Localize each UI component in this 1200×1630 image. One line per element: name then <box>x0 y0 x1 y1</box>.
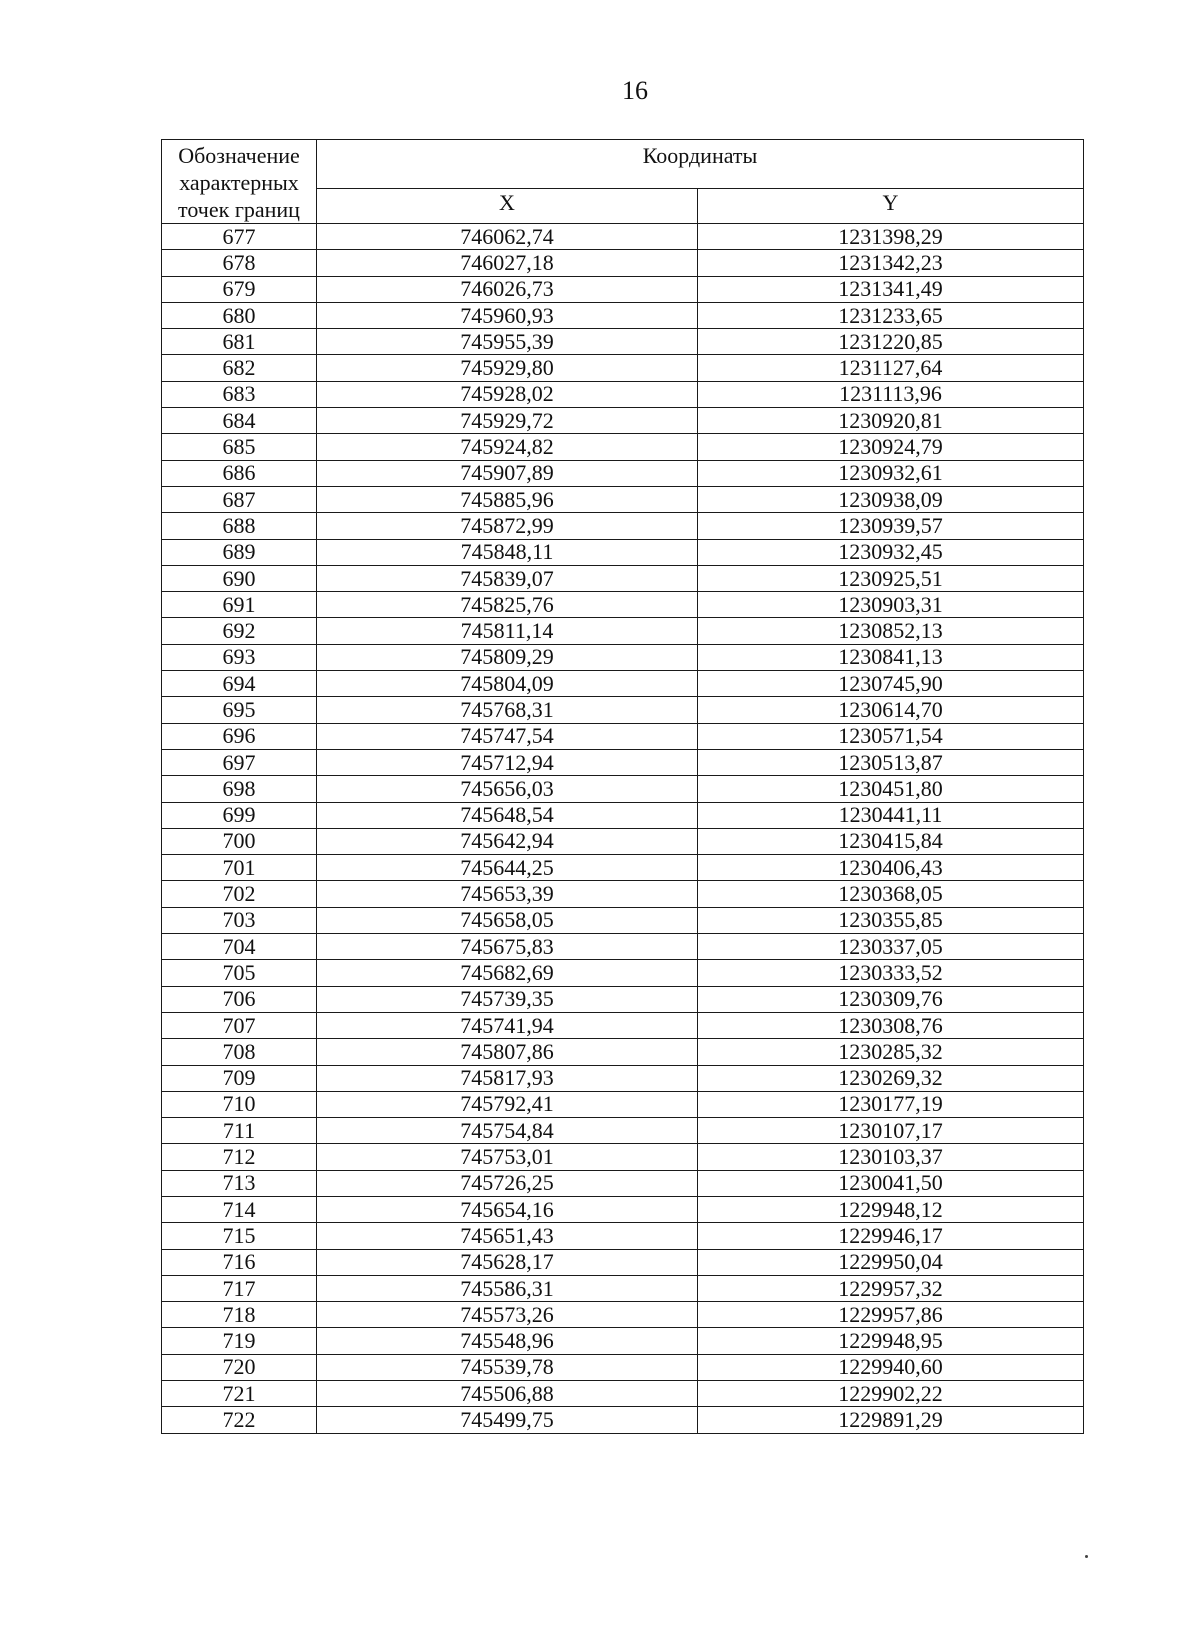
x-coordinate-cell: 745653,39 <box>317 881 698 907</box>
x-coordinate-cell: 745929,72 <box>317 408 698 434</box>
x-coordinate-cell: 745642,94 <box>317 828 698 854</box>
x-coordinate-cell: 745754,84 <box>317 1118 698 1144</box>
point-cell: 713 <box>162 1170 317 1196</box>
table-row <box>162 1302 1084 1328</box>
point-cell: 704 <box>162 934 317 960</box>
point-cell: 710 <box>162 1091 317 1117</box>
y-coordinate-cell: 1230932,61 <box>698 460 1084 486</box>
y-coordinate-cell: 1230333,52 <box>698 960 1084 986</box>
y-coordinate-cell: 1231233,65 <box>698 302 1084 328</box>
y-coordinate-cell: 1230920,81 <box>698 408 1084 434</box>
x-header: X <box>317 188 698 223</box>
point-cell: 677 <box>162 224 317 250</box>
x-coordinate-cell: 745753,01 <box>317 1144 698 1170</box>
x-coordinate-cell: 745807,86 <box>317 1039 698 1065</box>
point-cell: 711 <box>162 1118 317 1144</box>
y-coordinate-cell: 1230041,50 <box>698 1170 1084 1196</box>
y-coordinate-cell: 1229957,32 <box>698 1275 1084 1301</box>
table-row <box>162 460 1084 486</box>
y-coordinate-cell: 1230614,70 <box>698 697 1084 723</box>
x-coordinate-cell: 746027,18 <box>317 250 698 276</box>
table-row <box>162 1196 1084 1222</box>
table-row <box>162 1407 1084 1433</box>
x-coordinate-cell: 745644,25 <box>317 855 698 881</box>
x-coordinate-cell: 745573,26 <box>317 1302 698 1328</box>
point-cell: 685 <box>162 434 317 460</box>
table-row <box>162 1354 1084 1380</box>
point-cell: 689 <box>162 539 317 565</box>
x-coordinate-cell: 745712,94 <box>317 749 698 775</box>
table-row <box>162 381 1084 407</box>
x-coordinate-cell: 745929,80 <box>317 355 698 381</box>
point-cell: 682 <box>162 355 317 381</box>
y-header: Y <box>698 188 1084 223</box>
table-row <box>162 250 1084 276</box>
point-cell: 684 <box>162 408 317 434</box>
point-cell: 707 <box>162 1012 317 1038</box>
x-coordinate-cell: 745548,96 <box>317 1328 698 1354</box>
x-coordinate-cell: 745960,93 <box>317 302 698 328</box>
y-coordinate-cell: 1230745,90 <box>698 671 1084 697</box>
table-row <box>162 224 1084 250</box>
y-coordinate-cell: 1230308,76 <box>698 1012 1084 1038</box>
y-coordinate-cell: 1231113,96 <box>698 381 1084 407</box>
x-coordinate-cell: 745768,31 <box>317 697 698 723</box>
table-row <box>162 881 1084 907</box>
table-row <box>162 749 1084 775</box>
point-cell: 681 <box>162 329 317 355</box>
point-cell: 709 <box>162 1065 317 1091</box>
x-coordinate-cell: 745682,69 <box>317 960 698 986</box>
point-cell: 703 <box>162 907 317 933</box>
table-row <box>162 960 1084 986</box>
table-row <box>162 618 1084 644</box>
y-coordinate-cell: 1230924,79 <box>698 434 1084 460</box>
y-coordinate-cell: 1230269,32 <box>698 1065 1084 1091</box>
y-coordinate-cell: 1230939,57 <box>698 513 1084 539</box>
table-row <box>162 1223 1084 1249</box>
point-cell: 693 <box>162 644 317 670</box>
x-coordinate-cell: 746026,73 <box>317 276 698 302</box>
table-row <box>162 355 1084 381</box>
point-designation-header: Обозначение характерных точек границ <box>162 140 317 224</box>
x-coordinate-cell: 745741,94 <box>317 1012 698 1038</box>
y-coordinate-cell: 1230355,85 <box>698 907 1084 933</box>
y-coordinate-cell: 1230103,37 <box>698 1144 1084 1170</box>
table-row <box>162 1249 1084 1275</box>
x-coordinate-cell: 745739,35 <box>317 986 698 1012</box>
table-row <box>162 329 1084 355</box>
y-coordinate-cell: 1230177,19 <box>698 1091 1084 1117</box>
x-coordinate-cell: 745648,54 <box>317 802 698 828</box>
table-row <box>162 1039 1084 1065</box>
y-coordinate-cell: 1230852,13 <box>698 618 1084 644</box>
point-cell: 702 <box>162 881 317 907</box>
point-cell: 714 <box>162 1196 317 1222</box>
table-body <box>162 224 1084 1434</box>
x-coordinate-cell: 745654,16 <box>317 1196 698 1222</box>
coordinates-table <box>161 139 1084 1434</box>
x-coordinate-cell: 745811,14 <box>317 618 698 644</box>
y-coordinate-cell: 1229891,29 <box>698 1407 1084 1433</box>
table-row <box>162 513 1084 539</box>
x-coordinate-cell: 745726,25 <box>317 1170 698 1196</box>
y-coordinate-cell: 1230925,51 <box>698 565 1084 591</box>
point-cell: 683 <box>162 381 317 407</box>
table-header <box>162 140 1084 224</box>
point-cell: 680 <box>162 302 317 328</box>
x-coordinate-cell: 745817,93 <box>317 1065 698 1091</box>
table-row <box>162 302 1084 328</box>
y-coordinate-cell: 1230841,13 <box>698 644 1084 670</box>
point-cell: 717 <box>162 1275 317 1301</box>
point-cell: 692 <box>162 618 317 644</box>
y-coordinate-cell: 1229950,04 <box>698 1249 1084 1275</box>
y-coordinate-cell: 1229948,12 <box>698 1196 1084 1222</box>
y-coordinate-cell: 1230513,87 <box>698 749 1084 775</box>
y-coordinate-cell: 1231341,49 <box>698 276 1084 302</box>
y-coordinate-cell: 1230406,43 <box>698 855 1084 881</box>
x-coordinate-cell: 745907,89 <box>317 460 698 486</box>
table-row <box>162 723 1084 749</box>
table-row <box>162 1118 1084 1144</box>
point-cell: 719 <box>162 1328 317 1354</box>
table-row <box>162 986 1084 1012</box>
y-coordinate-cell: 1230368,05 <box>698 881 1084 907</box>
table-row <box>162 592 1084 618</box>
x-coordinate-cell: 745651,43 <box>317 1223 698 1249</box>
x-coordinate-cell: 745506,88 <box>317 1381 698 1407</box>
y-coordinate-cell: 1230415,84 <box>698 828 1084 854</box>
table-row <box>162 408 1084 434</box>
y-coordinate-cell: 1229940,60 <box>698 1354 1084 1380</box>
table-row <box>162 697 1084 723</box>
x-coordinate-cell: 745924,82 <box>317 434 698 460</box>
table-row <box>162 907 1084 933</box>
y-coordinate-cell: 1230932,45 <box>698 539 1084 565</box>
table-row <box>162 1144 1084 1170</box>
table-row <box>162 776 1084 802</box>
point-cell: 698 <box>162 776 317 802</box>
y-coordinate-cell: 1230337,05 <box>698 934 1084 960</box>
point-cell: 691 <box>162 592 317 618</box>
point-cell: 688 <box>162 513 317 539</box>
point-cell: 708 <box>162 1039 317 1065</box>
table-row <box>162 1012 1084 1038</box>
x-coordinate-cell: 745809,29 <box>317 644 698 670</box>
x-coordinate-cell: 745825,76 <box>317 592 698 618</box>
table-row <box>162 539 1084 565</box>
point-cell: 720 <box>162 1354 317 1380</box>
y-coordinate-cell: 1230285,32 <box>698 1039 1084 1065</box>
point-cell: 686 <box>162 460 317 486</box>
point-cell: 687 <box>162 486 317 512</box>
y-coordinate-cell: 1230903,31 <box>698 592 1084 618</box>
x-coordinate-cell: 746062,74 <box>317 224 698 250</box>
point-cell: 722 <box>162 1407 317 1433</box>
table-row <box>162 1275 1084 1301</box>
y-coordinate-cell: 1231398,29 <box>698 224 1084 250</box>
table-row <box>162 1091 1084 1117</box>
y-coordinate-cell: 1230309,76 <box>698 986 1084 1012</box>
x-coordinate-cell: 745628,17 <box>317 1249 698 1275</box>
table-row <box>162 644 1084 670</box>
table-row <box>162 276 1084 302</box>
table-row <box>162 1170 1084 1196</box>
table-row <box>162 434 1084 460</box>
table-row <box>162 802 1084 828</box>
point-cell: 695 <box>162 697 317 723</box>
table-row <box>162 855 1084 881</box>
x-coordinate-cell: 745539,78 <box>317 1354 698 1380</box>
x-coordinate-cell: 745586,31 <box>317 1275 698 1301</box>
table-row <box>162 565 1084 591</box>
table-row <box>162 1065 1084 1091</box>
y-coordinate-cell: 1230451,80 <box>698 776 1084 802</box>
point-cell: 696 <box>162 723 317 749</box>
table-row <box>162 1328 1084 1354</box>
x-coordinate-cell: 745839,07 <box>317 565 698 591</box>
point-cell: 701 <box>162 855 317 881</box>
y-coordinate-cell: 1229957,86 <box>698 1302 1084 1328</box>
x-coordinate-cell: 745804,09 <box>317 671 698 697</box>
y-coordinate-cell: 1231342,23 <box>698 250 1084 276</box>
y-coordinate-cell: 1230938,09 <box>698 486 1084 512</box>
x-coordinate-cell: 745675,83 <box>317 934 698 960</box>
x-coordinate-cell: 745872,99 <box>317 513 698 539</box>
table-row <box>162 1381 1084 1407</box>
x-coordinate-cell: 745792,41 <box>317 1091 698 1117</box>
point-cell: 700 <box>162 828 317 854</box>
y-coordinate-cell: 1229948,95 <box>698 1328 1084 1354</box>
y-coordinate-cell: 1230107,17 <box>698 1118 1084 1144</box>
table-row <box>162 486 1084 512</box>
table-row <box>162 934 1084 960</box>
x-coordinate-cell: 745499,75 <box>317 1407 698 1433</box>
x-coordinate-cell: 745928,02 <box>317 381 698 407</box>
table-row <box>162 671 1084 697</box>
point-cell: 694 <box>162 671 317 697</box>
point-cell: 690 <box>162 565 317 591</box>
y-coordinate-cell: 1231220,85 <box>698 329 1084 355</box>
point-cell: 715 <box>162 1223 317 1249</box>
point-cell: 678 <box>162 250 317 276</box>
point-cell: 697 <box>162 749 317 775</box>
point-cell: 705 <box>162 960 317 986</box>
coordinates-header: Координаты <box>317 140 1084 189</box>
y-coordinate-cell: 1230441,11 <box>698 802 1084 828</box>
point-cell: 679 <box>162 276 317 302</box>
point-cell: 718 <box>162 1302 317 1328</box>
point-cell: 706 <box>162 986 317 1012</box>
y-coordinate-cell: 1229946,17 <box>698 1223 1084 1249</box>
x-coordinate-cell: 745658,05 <box>317 907 698 933</box>
point-cell: 716 <box>162 1249 317 1275</box>
x-coordinate-cell: 745955,39 <box>317 329 698 355</box>
x-coordinate-cell: 745747,54 <box>317 723 698 749</box>
x-coordinate-cell: 745656,03 <box>317 776 698 802</box>
page-number: 16 <box>622 76 648 105</box>
y-coordinate-cell: 1230571,54 <box>698 723 1084 749</box>
y-coordinate-cell: 1229902,22 <box>698 1381 1084 1407</box>
scan-speck <box>1085 1555 1088 1558</box>
y-coordinate-cell: 1231127,64 <box>698 355 1084 381</box>
x-coordinate-cell: 745848,11 <box>317 539 698 565</box>
point-cell: 721 <box>162 1381 317 1407</box>
x-coordinate-cell: 745885,96 <box>317 486 698 512</box>
table-row <box>162 828 1084 854</box>
point-cell: 712 <box>162 1144 317 1170</box>
point-cell: 699 <box>162 802 317 828</box>
